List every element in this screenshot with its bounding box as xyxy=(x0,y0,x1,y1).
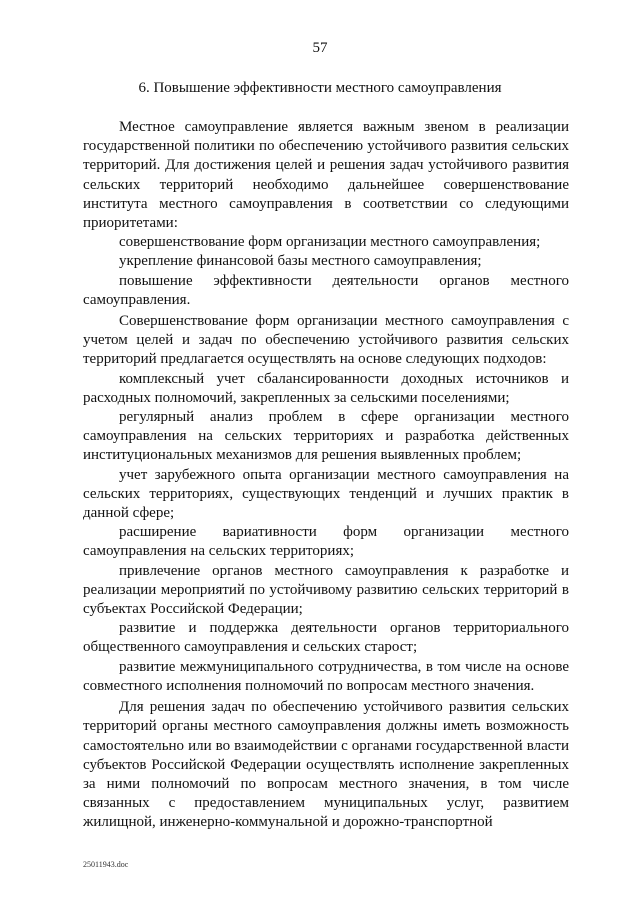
section-title: 6. Повышение эффективности местного самоуправления xyxy=(138,80,502,96)
approach-item: привлечение органов местного самоуправления к разработке и реализации мероприятий по устойчивому развитию сельских территорий в субъектах Российской Федерации; xyxy=(83,562,569,618)
approach-item: комплексный учет сбалансированности доходных источников и расходных полномочий, закрепленных за сельскими поселениями; xyxy=(83,370,569,406)
approach-item: регулярный анализ проблем в сфере организации местного самоуправления на сельских территориях и разработка действенных институциональных механизмов для решения выявленных проблем; xyxy=(83,409,569,464)
approach-item: учет зарубежного опыта организации местного самоуправления на сельских территориях, существующих тенденций и лучших практик в данной сфере; xyxy=(83,466,569,522)
document-file-ref: 25011943.doc xyxy=(83,860,129,869)
approach-item: развитие межмуниципального сотрудничества, в том числе на основе совместного исполнения полномочий по вопросам местного значения. xyxy=(83,658,569,694)
page-number: 57 xyxy=(312,40,328,56)
priority-item: совершенствование форм организации местного самоуправления; xyxy=(119,234,541,251)
paragraph-intro: Местное самоуправление является важным звеном в реализации государственной политики по обеспечению устойчивого развития сельских территорий. Для достижения целей и решения задач устойчивого развития сельских территорий необходимо дальнейшее совершенствование института местного самоуправления в соответствии со следующими приоритетами: xyxy=(83,119,569,232)
document-body xyxy=(83,118,569,833)
priority-item: повышение эффективности деятельности органов местного самоуправления. xyxy=(83,272,569,308)
paragraph-tasks: Для решения задач по обеспечению устойчивого развития сельских территорий органы местного самоуправления должны иметь возможность самостоятельно или во взаимодействии с органами государственной власти субъектов Российской Федерации осуществлять исполнение закрепленных за ними полномочий по вопросам местного значения, в том числе связанных с предоставлением муниципальных услуг, развитием жилищной, инженерно-коммунальной и дорожно-транспортной xyxy=(83,699,569,831)
priority-item: укрепление финансовой базы местного самоуправления; xyxy=(119,253,482,270)
approach-item: развитие и поддержка деятельности органов территориального общественного самоуправления и сельских старост; xyxy=(83,620,569,656)
approach-item: расширение вариативности форм организации местного самоуправления на сельских территориях; xyxy=(83,524,569,560)
paragraph-approaches: Совершенствование форм организации местного самоуправления с учетом целей и задач по обеспечению устойчивого развития сельских территорий предлагается осуществлять на основе следующих подходов: xyxy=(83,313,569,368)
